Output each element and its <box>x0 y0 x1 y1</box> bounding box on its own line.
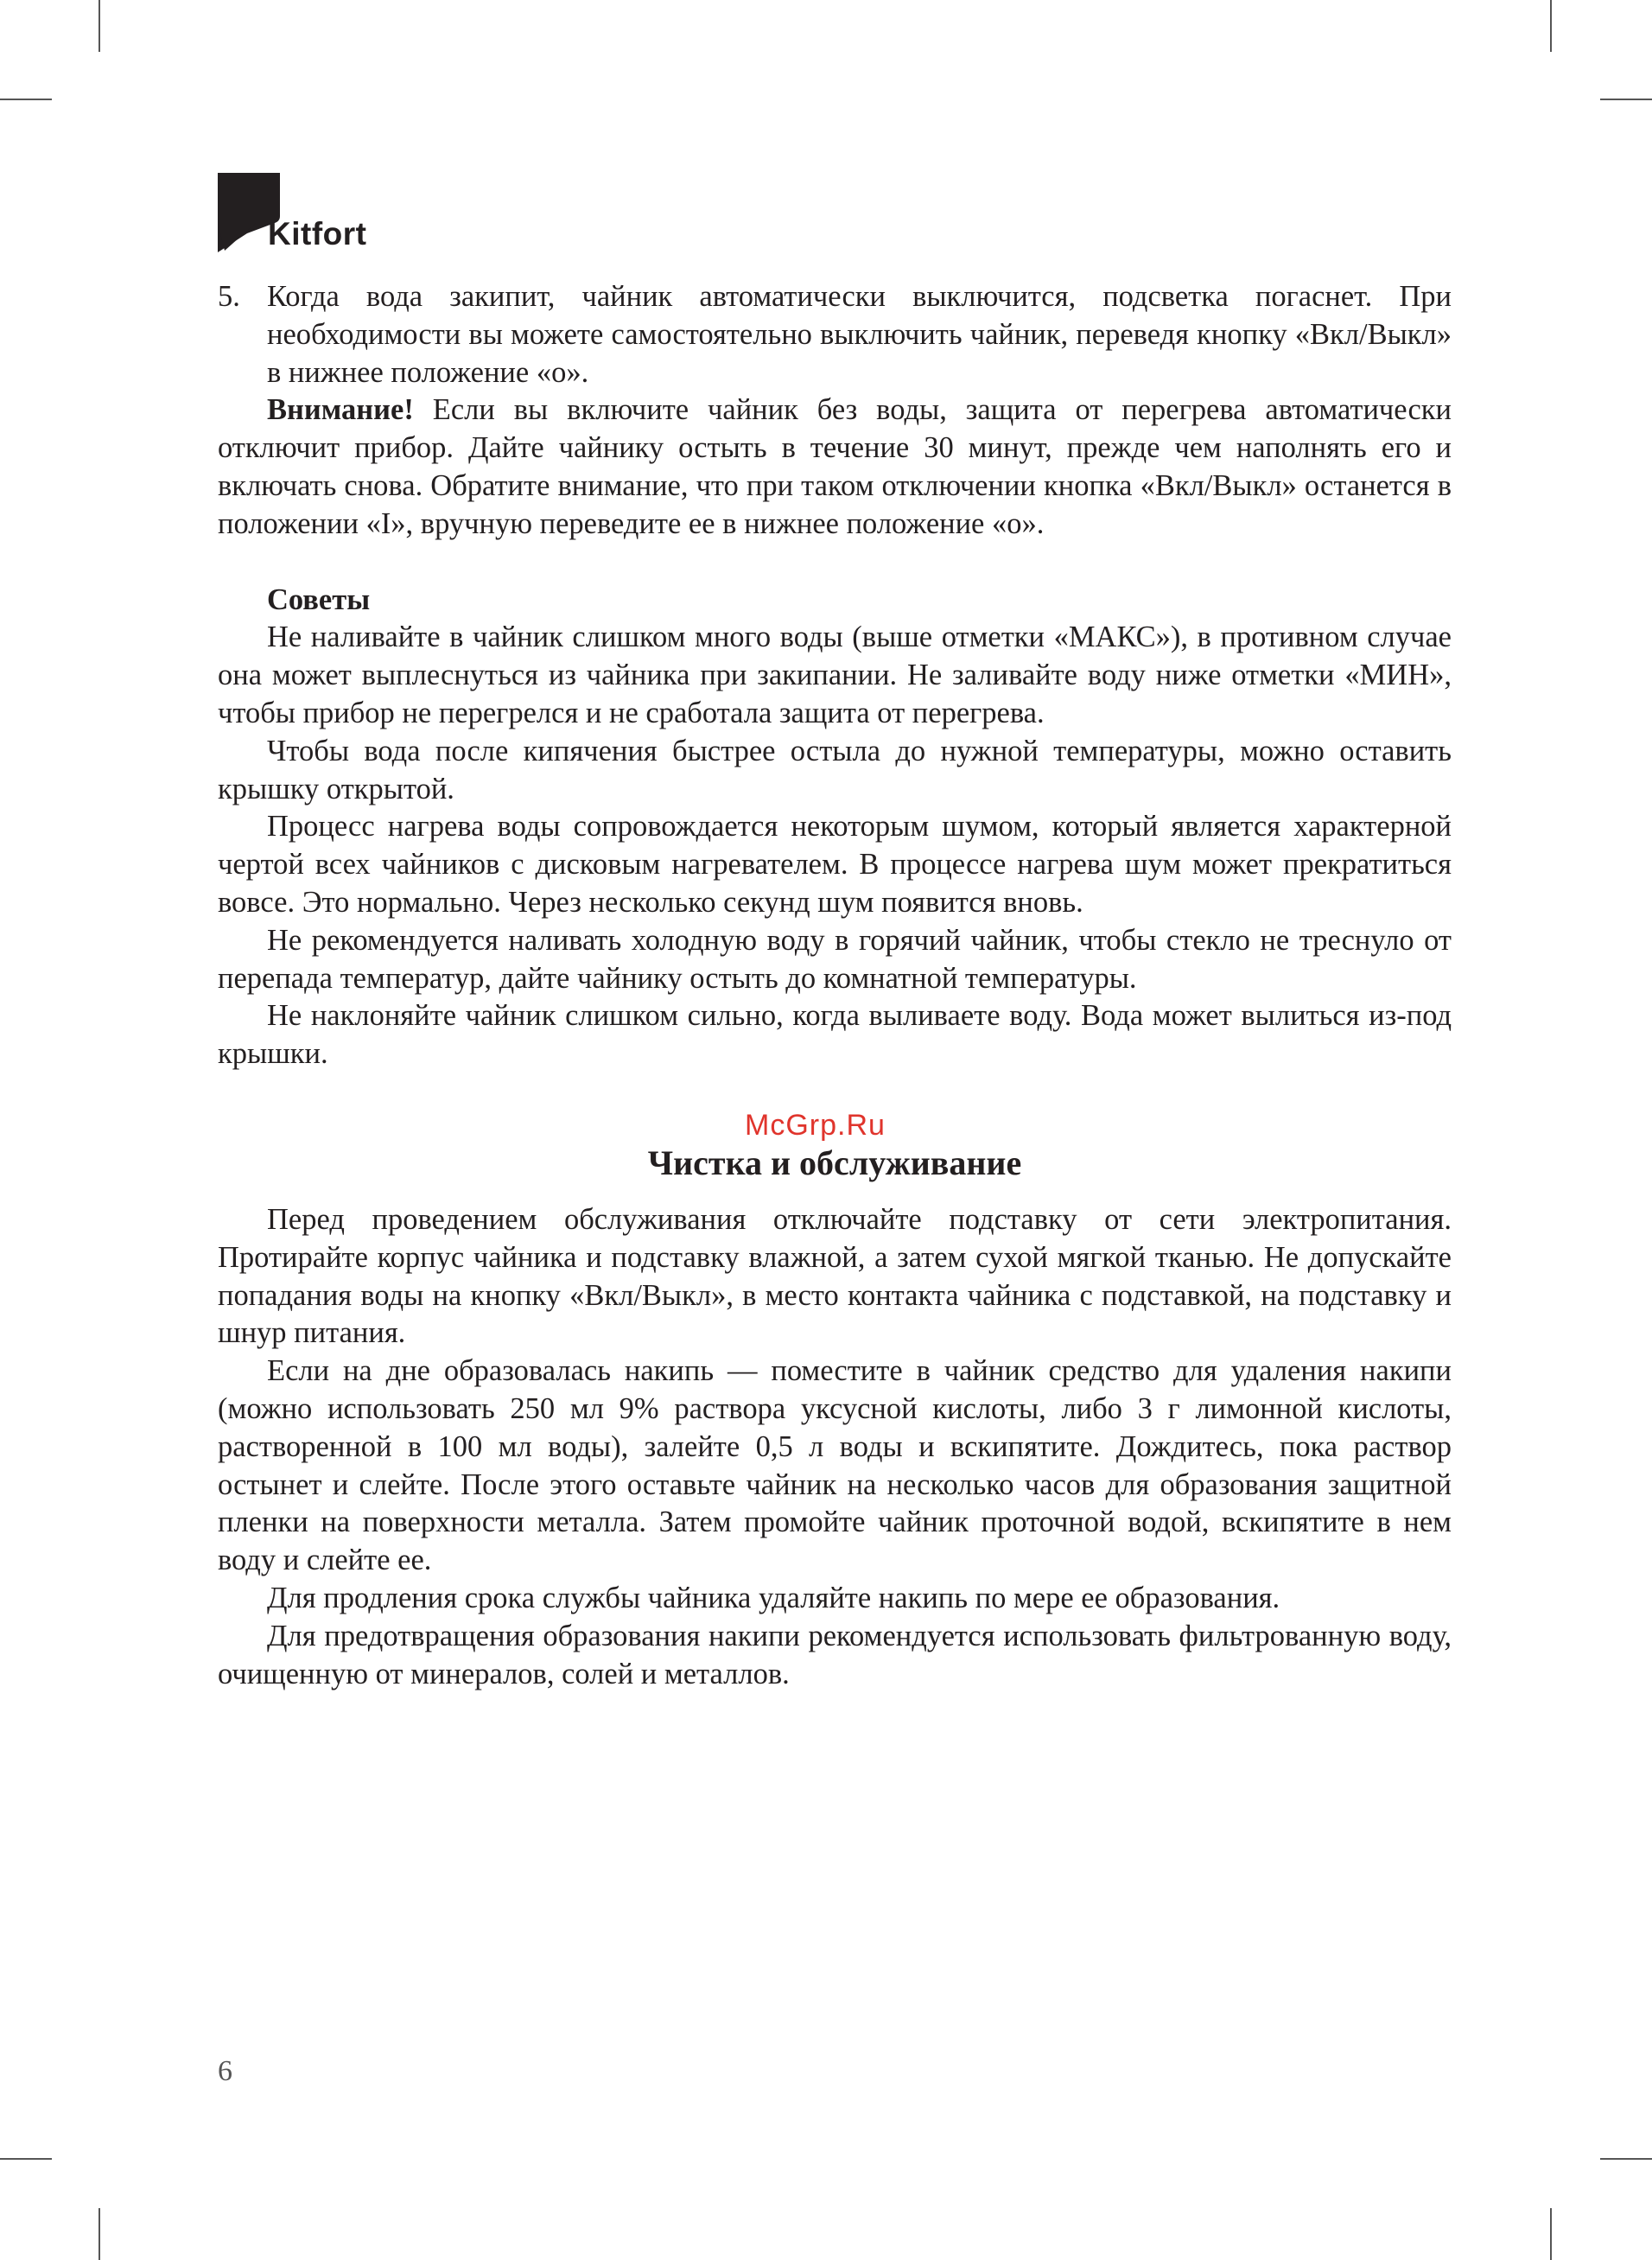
page-content <box>218 278 1452 1693</box>
warning-text: Если вы включите чайник без воды, защита от перегрева автоматически отключит прибор. Дайте чайнику остыть в течение 30 минут, прежде чем наполнять его и включать снова. Обратите внимание, что при таком отключении кнопка «Вкл/Выкл» останется в положении «I», вручную переведите ее в нижнее положение «o». <box>218 393 1452 540</box>
crop-mark <box>0 2158 52 2160</box>
section-title: Чистка и обслуживание <box>647 1143 1022 1182</box>
cleaning-paragraph: Для продления срока службы чайника удаляйте накипь по мере ее образования. <box>267 1581 1280 1614</box>
tips-paragraph: Чтобы вода после кипячения быстрее остыла до нужной температуры, можно оставить крышку открытой. <box>218 734 1452 805</box>
warning-paragraph <box>218 392 1452 543</box>
tips-paragraph: Не наклоняйте чайник слишком сильно, когда выливаете воду. Вода может вылиться из-под крышки. <box>218 999 1452 1071</box>
tips-paragraph: Не наливайте в чайник слишком много воды (выше отметки «МАКС»), в противном случае она может выплеснуться из чайника при закипании. Не заливайте воду ниже отметки «МИН», чтобы прибор не перегрелся и не сработала защита от перегрева. <box>218 621 1452 729</box>
crop-mark <box>0 99 52 100</box>
brand-name: Kitfort <box>268 216 367 251</box>
crop-mark <box>98 2208 100 2260</box>
tips-paragraph: Процесс нагрева воды сопровождается некоторым шумом, который является характерной чертой всех чайников с дисковым нагревателем. В процессе нагрева шум может прекратиться вовсе. Это нормально. Через несколько секунд шум появится вновь. <box>218 810 1452 919</box>
crop-mark <box>98 0 100 52</box>
tips-paragraph: Не рекомендуется наливать холодную воду в горячий чайник, чтобы стекло не треснуло от перепада температур, дайте чайнику остыть до комнатной температуры. <box>218 923 1452 995</box>
warning-label: Внимание! <box>267 393 414 427</box>
crop-mark <box>1550 0 1552 52</box>
tips-heading: Советы <box>267 583 371 616</box>
list-item-text: Когда вода закипит, чайник автоматически выключится, подсветка погаснет. При необходимости вы можете самостоятельно выключить чайник, переведя кнопку «Вкл/Выкл» в нижнее положение «o». <box>267 280 1452 389</box>
cleaning-paragraph: Для предотвращения образования накипи рекомендуется использовать фильтрованную воду, очищенную от минералов, солей и металлов. <box>218 1619 1452 1690</box>
cleaning-paragraph: Если на дне образовалась накипь — поместите в чайник средство для удаления накипи (можно использовать 250 мл 9% раствора уксусной кислоты, либо 3 г лимонной кислоты, растворенной в 100 мл воды), залейте 0,5 л воды и вскипятите. Дождитесь, пока раствор остынет и слейте. После этого оставьте чайник на несколько часов для образования защитной пленки на поверхности металла. Затем промойте чайник проточной водой, вскипятите в нем воду и слейте ее. <box>218 1354 1452 1577</box>
brand-logo <box>218 173 391 259</box>
cleaning-paragraph: Перед проведением обслуживания отключайте подставку от сети электропитания. Протирайте корпус чайника и подставку влажной, а затем сухой мягкой тканью. Не допускайте попадания воды на кнопку «Вкл/Выкл», в место контакта чайника с подставкой, на подставку и шнур питания. <box>218 1202 1452 1350</box>
watermark: McGrp.Ru <box>745 1109 886 1142</box>
list-number: 5. <box>218 280 240 313</box>
list-item-5 <box>218 278 1452 392</box>
crop-mark <box>1600 2158 1652 2160</box>
crop-mark <box>1600 99 1652 100</box>
page-number: 6 <box>218 2055 232 2087</box>
crop-mark <box>1550 2208 1552 2260</box>
